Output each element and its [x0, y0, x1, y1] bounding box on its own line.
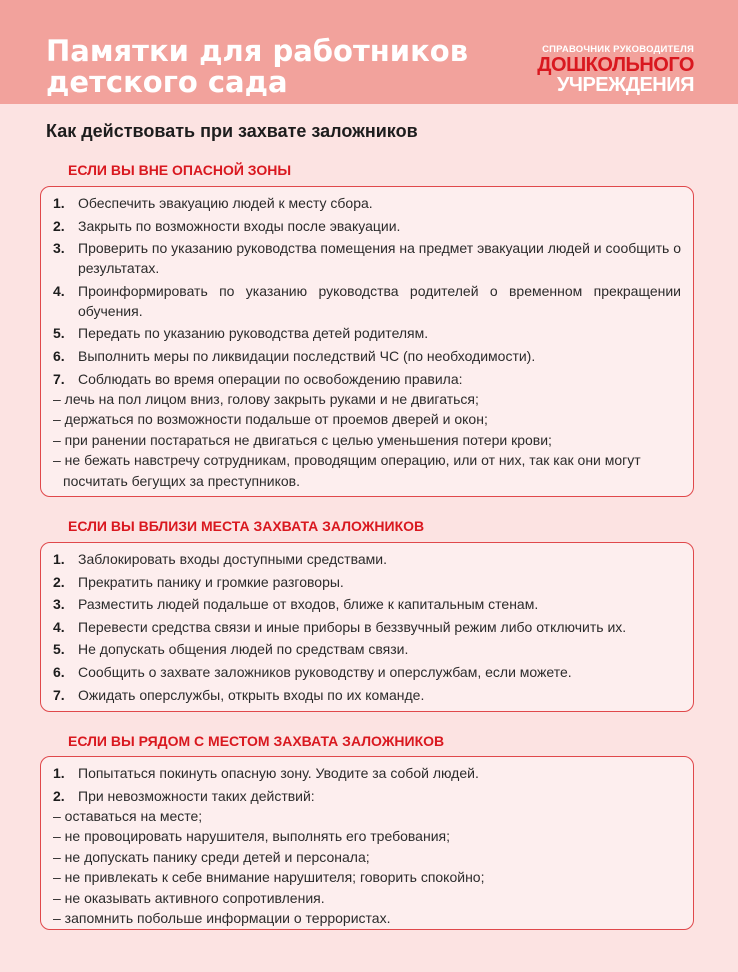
header-title-line2: детского сада [46, 65, 288, 99]
list-item [53, 238, 681, 278]
publication-logo [537, 44, 694, 95]
section-heading-outside-zone: ЕСЛИ ВЫ ВНЕ ОПАСНОЙ ЗОНЫ [68, 162, 292, 178]
item-number: 1. [53, 551, 65, 567]
list-item [53, 639, 681, 659]
item-text: Соблюдать во время операции по освобождению правила: [78, 370, 463, 387]
item-text: Перевести средства связи и иные приборы в беззвучный режим либо отключить их. [78, 618, 627, 635]
section-heading-near-capture: ЕСЛИ ВЫ ВБЛИЗИ МЕСТА ЗАХВАТА ЗАЛОЖНИКОВ [68, 518, 425, 534]
sub-item: – при ранении постараться не двигаться с целью уменьшения потери крови; [53, 431, 552, 448]
sub-item: – не привлекать к себе внимание нарушителя; говорить спокойно; [53, 869, 485, 886]
list-item [53, 323, 681, 343]
section-box-next-to-capture [40, 756, 694, 930]
sub-item: – запомнить побольше информации о террористах. [53, 910, 391, 927]
item-text: Закрыть по возможности входы после эвакуации. [78, 217, 401, 234]
item-text: Не допускать общения людей по средствам связи. [78, 641, 409, 658]
section-box-outside-zone [40, 186, 694, 497]
list-item [53, 281, 681, 321]
logo-mid-text: ДОШКОЛЬНОГО [537, 54, 694, 76]
item-text: Обеспечить эвакуацию людей к месту сбора. [78, 195, 373, 211]
page-title: Как действовать при захвате заложников [46, 121, 418, 141]
item-number: 6. [53, 347, 65, 364]
item-text: Выполнить меры по ликвидации последствий ЧС (по необходимости). [78, 347, 536, 364]
list-item [53, 346, 681, 366]
item-text: Проинформировать по указанию руководства родителей о временном прекращении обучения. [78, 282, 681, 319]
sub-list [53, 389, 681, 492]
list-item [53, 193, 681, 213]
list-item [53, 763, 681, 783]
item-text: Проверить по указанию руководства помещения на предмет эвакуации людей и сообщить о результатах. [78, 240, 681, 277]
item-text: Заблокировать входы доступными средствами. [78, 551, 387, 567]
item-number: 5. [53, 325, 65, 342]
header-banner [0, 0, 738, 104]
list-item [53, 662, 681, 682]
list-item [53, 216, 681, 236]
item-number: 4. [53, 618, 65, 635]
list-item [53, 549, 681, 569]
item-text: Разместить людей подальше от входов, ближе к капитальным стенам. [78, 596, 539, 613]
item-number: 3. [53, 596, 65, 613]
instruction-list [53, 549, 681, 705]
sub-item: – не провоцировать нарушителя, выполнять его требования; [53, 828, 450, 845]
list-item [53, 617, 681, 637]
item-number: 2. [53, 217, 65, 234]
item-number: 7. [53, 686, 65, 703]
item-number: 2. [53, 787, 65, 804]
item-text: Ожидать оперслужбы, открыть входы по их команде. [78, 686, 425, 703]
sub-item: – держаться по возможности подальше от проемов дверей и окон; [53, 411, 488, 428]
list-item [53, 786, 681, 806]
section-box-near-capture [40, 542, 694, 712]
item-text: Сообщить о захвате заложников руководству и оперслужбам, если можете. [78, 663, 572, 680]
item-text: При невозможности таких действий: [78, 787, 315, 804]
item-number: 6. [53, 663, 65, 680]
list-item [53, 572, 681, 592]
item-number: 1. [53, 765, 65, 781]
item-text: Попытаться покинуть опасную зону. Уводите за собой людей. [78, 765, 479, 781]
list-item [53, 685, 681, 705]
sub-item: – не оказывать активного сопротивления. [53, 889, 325, 906]
item-text: Прекратить панику и громкие разговоры. [78, 573, 344, 590]
sub-item: – оставаться на месте; [53, 807, 203, 824]
logo-top-text: СПРАВОЧНИК РУКОВОДИТЕЛЯ [542, 44, 694, 55]
item-number: 7. [53, 370, 65, 387]
item-text: Передать по указанию руководства детей родителям. [78, 325, 429, 342]
item-number: 2. [53, 573, 65, 590]
instruction-list [53, 763, 681, 806]
item-number: 3. [53, 240, 65, 257]
header-title-line1: Памятки для работников [46, 34, 469, 68]
section-heading-next-to-capture: ЕСЛИ ВЫ РЯДОМ С МЕСТОМ ЗАХВАТА ЗАЛОЖНИКОВ [68, 733, 445, 749]
sub-list [53, 806, 681, 929]
sub-item: – лечь на пол лицом вниз, голову закрыть руками и не двигаться; [53, 390, 479, 407]
item-number: 1. [53, 195, 65, 211]
item-number: 5. [53, 641, 65, 658]
header-title [46, 36, 468, 98]
sub-item: – не бежать навстречу сотрудникам, проводящим операцию, или от них, так как они могут посчитать бегущих за преступников. [53, 452, 641, 489]
list-item [53, 369, 681, 389]
list-item [53, 594, 681, 614]
sub-item: – не допускать панику среди детей и персонала; [53, 848, 370, 865]
logo-bot-text: УЧРЕЖДЕНИЯ [556, 74, 694, 96]
instruction-list [53, 193, 681, 389]
item-number: 4. [53, 282, 65, 299]
